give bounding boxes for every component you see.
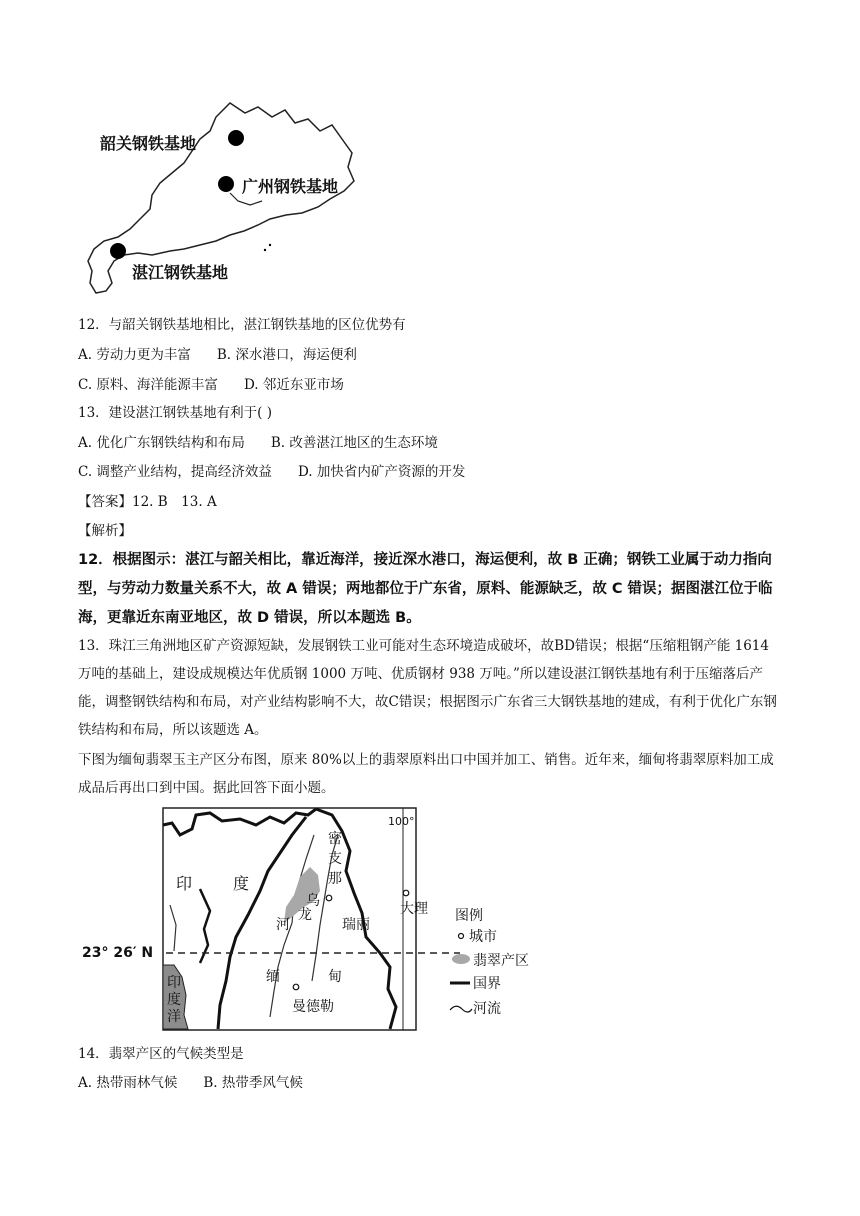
myitkyina-label-1: 密 [328,831,342,847]
uru-label-1: 乌 [306,893,320,909]
analysis-13: 13．珠江三角洲地区矿产资源短缺，发展钢铁工业可能对生态环境造成破坏，故BD错误；根据“压缩粗钢产能 1614 万吨的基础上，建设成规模达年优质钢 1000 万吨、优质钢材 938 万吨。”所以建设湛江钢铁基地有利于压缩落后产能，调整钢铁结构和布局，对产业结构影响不大，故C错误；根据图示广东省三大钢铁基地的建成，有利于优化广东钢铁结构和布局，所以该题选 A。 [78,638,777,738]
zhanjiang-dot [110,243,126,259]
dali-dot [403,890,409,896]
legend-title: 图例 [455,908,483,924]
q13-option-a: A. 优化广东钢铁结构和布局 [78,435,245,451]
ocean-label-2: 度 [167,992,181,1008]
mandalay-label: 曼德勒 [292,999,334,1015]
guangdong-steel-map [80,95,380,305]
q12-stem: 12．与韶关钢铁基地相比，湛江钢铁基地的区位优势有 [78,317,406,333]
legend-river-icon [450,1006,472,1012]
myanmar-label-1: 缅 [266,969,280,985]
answer-line: 【答案】12. B 13. A [78,494,217,510]
q13-options-cd [78,462,465,482]
myitkyina-label-2: 支 [328,851,342,867]
legend-city-label: 城市 [469,929,497,945]
intro-paragraph: 下图为缅甸翡翠玉主产区分布图，原来 80%以上的翡翠原料出口中国并加工、销售。近年来，缅甸将翡翠原料加工成成品后再出口到中国。据此回答下面小题。 [78,752,774,796]
q14-stem: 14．翡翠产区的气候类型是 [78,1046,244,1062]
legend-jade-label: 翡翠产区 [473,953,529,969]
myitkyina-label-3: 那 [328,871,342,887]
myanmar-jade-map [70,805,550,1035]
india-label-1: 印 [176,874,193,893]
q14-options-ab [78,1073,303,1093]
legend-border-label: 国界 [473,976,501,992]
shaoguan-label: 韶关钢铁基地 [100,134,197,153]
q14-option-a: A. 热带雨林气候 [78,1075,178,1091]
latitude-label: 23° 26′ N [82,945,154,961]
q12-option-b: B. 深水港口，海运便利 [216,347,357,363]
guangzhou-label: 广州钢铁基地 [242,177,339,196]
dali-label: 大理 [400,901,428,917]
myitkyina-dot [326,895,332,901]
q12-options-ab [78,345,357,365]
legend-jade-icon [452,954,470,964]
river-label: 河 [276,917,290,933]
q12-option-c: C. 原料、海洋能源丰富 [78,377,218,393]
legend-city-icon [459,934,464,939]
q13-options-ab [78,433,438,453]
analysis-12: 12．根据图示：湛江与韶关相比，靠近海洋，接近深水港口，海运便利，故 B 正确；钢铁工业属于动力指向型，与劳动力数量关系不大，故 A 错误；两地都位于广东省，原料、能源缺乏，故 C 错误；据图湛江位于临海，更靠近东南亚地区，故 D 错误，所以本题选 B。 [78,552,773,626]
longitude-label: 100° [388,815,415,828]
myanmar-label-2: 甸 [328,969,342,985]
q14-option-b: B. 热带季风气候 [203,1075,303,1091]
q13-stem: 13．建设湛江钢铁基地有利于( ) [78,405,273,421]
q12-option-d: D. 邻近东亚市场 [243,377,344,393]
q13-option-d: D. 加快省内矿产资源的开发 [297,464,466,480]
uru-label-2: 龙 [298,907,312,923]
ruili-label: 瑞丽 [342,917,370,933]
q12-option-a: A. 劳动力更为丰富 [78,347,191,363]
q13-option-c: C. 调整产业结构，提高经济效益 [78,464,272,480]
legend-river-label: 河流 [473,1001,501,1017]
zhanjiang-label: 湛江钢铁基地 [132,263,229,282]
mandalay-dot [293,984,299,990]
shaoguan-dot [228,130,244,146]
analysis-title: 【解析】 [78,523,132,539]
guangzhou-dot [218,176,234,192]
ocean-label-3: 洋 [167,1009,181,1025]
q13-option-b: B. 改善湛江地区的生态环境 [270,435,438,451]
ocean-label-1: 印 [167,975,181,991]
india-label-2: 度 [233,874,250,893]
q12-options-cd [78,375,344,395]
